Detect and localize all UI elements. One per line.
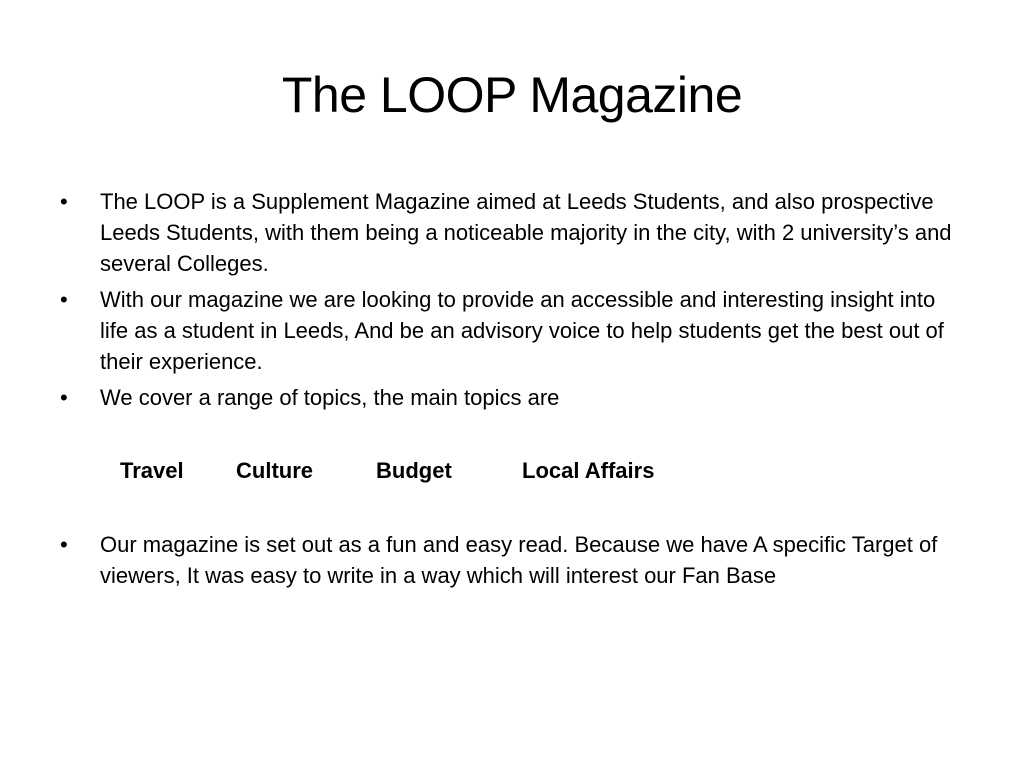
bullet-marker: • <box>60 532 68 557</box>
slide-body <box>60 186 960 591</box>
bullet-item <box>60 186 960 279</box>
topics-row <box>60 455 960 486</box>
topic-budget: Budget <box>376 458 452 483</box>
slide-title: The LOOP Magazine <box>281 67 743 123</box>
bullet-marker: • <box>60 189 68 214</box>
bullet-text: We cover a range of topics, the main topics are <box>100 385 560 410</box>
topic-culture: Culture <box>236 458 313 483</box>
bullet-item <box>60 529 960 591</box>
bullet-item <box>60 382 960 413</box>
bullet-text: With our magazine we are looking to provide an accessible and interesting insight into life as a student in Leeds, And be an advisory voice to help students get the best out of their experience. <box>100 287 944 374</box>
topic-travel: Travel <box>120 458 184 483</box>
bullet-item <box>60 284 960 377</box>
bullet-text: The LOOP is a Supplement Magazine aimed at Leeds Students, and also prospective Leeds Students, with them being a noticeable majority in the city, with 2 university’s and several Colleges. <box>100 189 952 276</box>
topic-local-affairs: Local Affairs <box>522 458 655 483</box>
bullet-marker: • <box>60 287 68 312</box>
bullet-text: Our magazine is set out as a fun and easy read. Because we have A specific Target of viewers, It was easy to write in a way which will interest our Fan Base <box>100 532 938 588</box>
bullet-marker: • <box>60 385 68 410</box>
